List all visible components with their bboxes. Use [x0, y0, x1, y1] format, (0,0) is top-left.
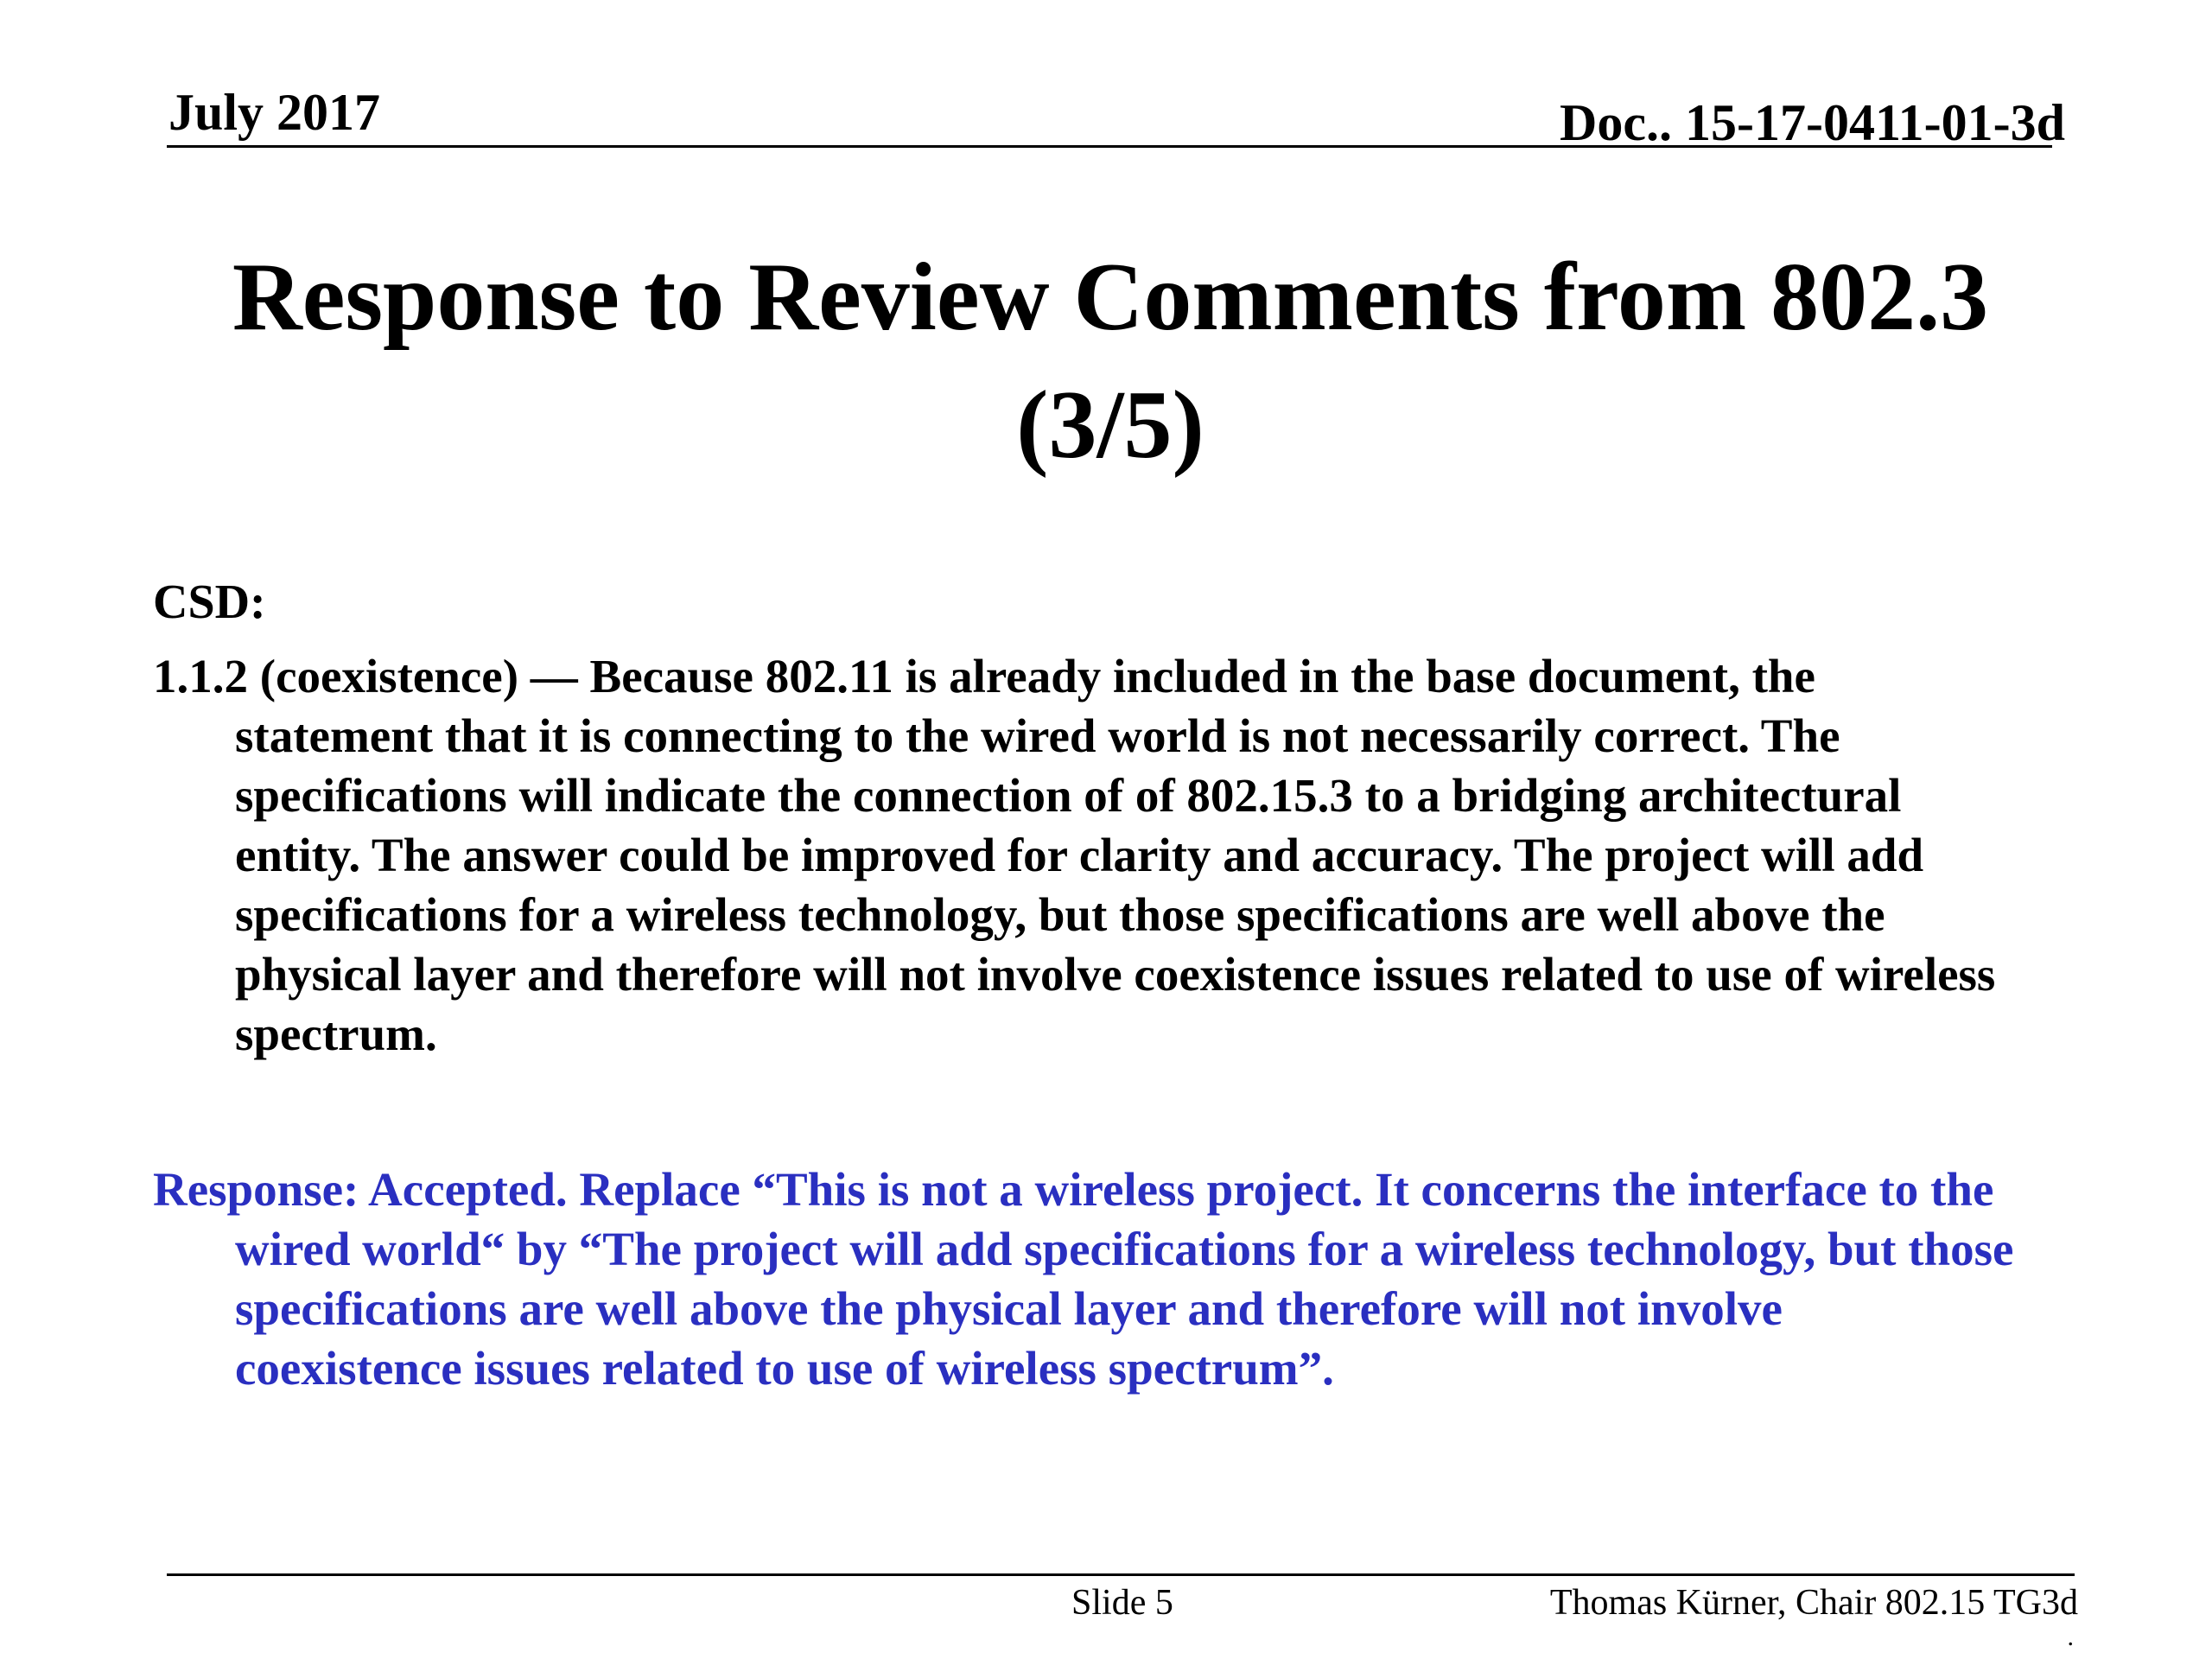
footer-author: Thomas Kürner, Chair 802.15 TG3d: [1549, 1583, 2078, 1623]
footer-trailing-mark: .: [2067, 1623, 2074, 1651]
response-paragraph: Response: Accepted. Replace “This is not a wireless project. It concerns the interface to the wired world“ by “The project will add specifications for a wireless technology, but those specifications are well above the physical layer and therefore will not involve coexistence issues related to use of wireless spectrum”.: [153, 1163, 2014, 1395]
review-comment-paragraph: 1.1.2 (coexistence) — Because 802.11 is already included in the base document, the statement that it is connecting to the wired world is not necessarily correct. The specifications will indicate the connection of of 802.15.3 to a bridging architectural entity. The answer could be improved for clarity and accuracy. The project will add specifications for a wireless technology, but those specifications are well above the physical layer and therefore will not involve coexistence issues related to use of wireless spectrum.: [153, 650, 1996, 1060]
section-label: CSD:: [153, 575, 266, 629]
footer-divider: [167, 1573, 2075, 1576]
slide-title: [121, 233, 2100, 489]
header-divider: [167, 145, 2052, 148]
header-date: July 2017: [168, 84, 381, 141]
slide-title-line-1: Response to Review Comments from 802.3: [232, 244, 1989, 351]
slide-number: Slide 5: [1071, 1583, 1173, 1623]
header-document-id: Doc.. 15-17-0411-01-3d: [1560, 94, 2065, 151]
slide-title-line-2: (3/5): [1016, 372, 1205, 479]
